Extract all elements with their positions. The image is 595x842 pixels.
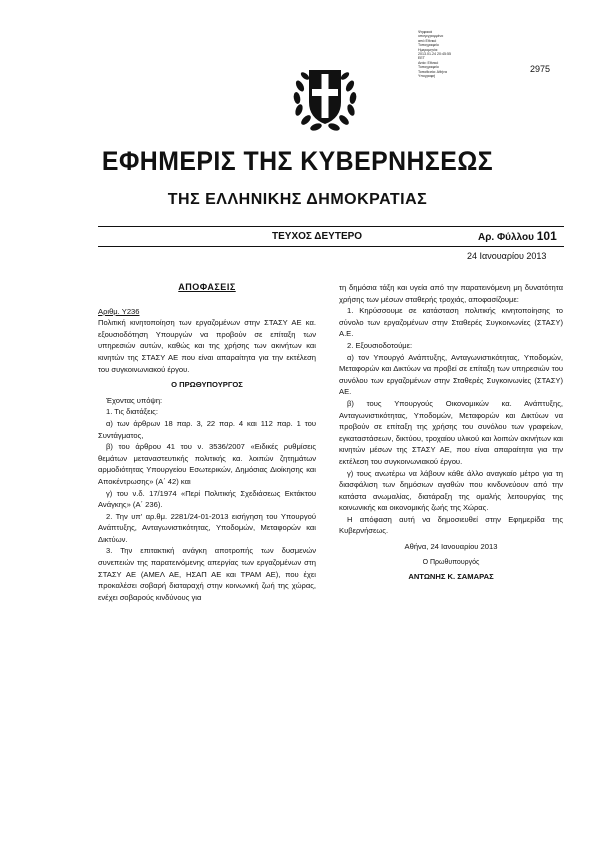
signature-line: Τυπογραφείο [418, 65, 439, 70]
signature-line: Ψηφιακά [418, 30, 433, 34]
signature-line: EET [418, 56, 425, 61]
signer-name: ΑΝΤΩΝΗΣ Κ. ΣΑΜΑΡΑΣ [408, 572, 494, 582]
paragraph: γ) του ν.δ. 17/1974 «Περί Πολιτικής Σχεδιάσεως Εκτάκτου Ανάγκης» (Α΄ 236). [98, 488, 316, 510]
signature-line: Αιτία: Εθνικό [418, 60, 439, 65]
signature-line: Ημερομηνία: [418, 47, 439, 52]
paragraph: 2. Την υπ' αρ.θμ. 2281/24-01-2013 εισήγηση του Υπουργού Ανάπτυξης, Ανταγωνιστικότητας, Υποδομών, Μεταφορών και Δικτύων. [98, 511, 316, 544]
paragraph: 1. Κηρύσσουμε σε κατάσταση πολιτικής κινητοποίησης το σύνολο των εργαζομένων στην Σταθερές Συγκοινωνίες (ΣΤΑΣΥ) Α.Ε. [339, 306, 563, 339]
digital-signature-block [418, 30, 478, 78]
left-column [98, 282, 316, 603]
greek-coat-of-arms-icon [290, 58, 360, 134]
signature-line: από Εθνικό [418, 38, 437, 43]
signature-line: Τυπογραφείο [418, 43, 439, 48]
paragraph: 3. Την επιτακτική ανάγκη αποτροπής των δυσμενών συνεπειών της παρατεινόμενης απεργίας των εργαζομένων στη ΣΤΑΣΥ ΑΕ (ΑΜΕΛ ΑΕ, ΗΣΑΠ ΑΕ και ΤΡΑΜ ΑΕ), που έχει προκαλέσει σοβαρή διαταραχή στην κοινωνική ζωή της χώρας, ενέχει σοβαρούς κινδύνους για [98, 546, 316, 602]
signature-line: 2013.01.24 20:45:55 [418, 52, 451, 57]
issuing-authority: Ο ΠΡΩΘΥΠΟΥΡΓΟΣ [171, 380, 243, 390]
sheet-number-value: 101 [536, 229, 557, 243]
signature-line: Τοποθεσία: Αθήνα [418, 69, 447, 74]
decision-number: Αριθμ. Υ236 [98, 306, 140, 316]
paragraph: 2. Εξουσιοδοτούμε: [347, 340, 413, 350]
right-column [339, 282, 563, 583]
paragraph: 1. Τις διατάξεις: [106, 407, 158, 417]
paragraph: Η απόφαση αυτή να δημοσιευθεί στην Εφημερίδα της Κυβερνήσεως. [339, 514, 563, 536]
header-bottom-rule [98, 246, 564, 247]
header-top-rule [98, 226, 564, 227]
paragraph: β) του άρθρου 41 του ν. 3536/2007 «Ειδικές ρυθμίσεις θεμάτων μεταναστευτικής πολιτικής κα. λοιπών ζητημάτων αρμοδιότητας Υπουργείου Εσωτερικών, Δημόσιας Διοίκησης και Αποκέντρωσης» (Α΄ 42) και [98, 442, 316, 486]
paragraph: α) των άρθρων 18 παρ. 3, 22 παρ. 4 και 112 παρ. 1 του Συντάγματος, [98, 418, 316, 440]
place-date: Αθήνα, 24 Ιανουαρίου 2013 [404, 542, 498, 552]
decisions-heading: ΑΠΟΦΑΣΕΙΣ [178, 282, 236, 292]
paragraph: Έχοντας υπόψη: [106, 395, 163, 405]
sheet-label: Αρ. Φύλλου [478, 232, 534, 243]
issue-date: 24 Ιανουαρίου 2013 [467, 251, 547, 261]
gazette-subtitle: ΤΗΣ ΕΛΛΗΝΙΚΗΣ ΔΗΜΟΚΡΑΤΙΑΣ [167, 191, 428, 208]
decision-title: Πολιτική κινητοποίηση των εργαζομένων στην ΣΤΑΣΥ ΑΕ κα. εξουσιοδότηση Υπουργών να προβούν σε επίταξη των υπηρεσιών αυτών, καθώς και της χρήσης των ακινήτων και κινητών της ΣΤΑΣΥ ΑΕ που είναι απαραίτητα για την εκτέλεση του συγκοινωνιακού έργου. [98, 318, 316, 374]
paragraph: τη δημόσια τάξη και υγεία από την παρατεινόμενη μη δυνατότητα χρήσης των μέσων σταθερής τροχιάς, αποφασίζουμε: [339, 283, 563, 304]
signer-role: Ο Πρωθυπουργός [422, 558, 480, 566]
gazette-title: ΕΦΗΜΕΡΙΣ ΤΗΣ ΚΥΒΕΡΝΗΣΕΩΣ [101, 146, 494, 176]
sheet-number [478, 229, 557, 243]
page-number: 2975 [530, 64, 551, 74]
paragraph: β) τους Υπουργούς Οικονομικών κα. Ανάπτυξης, Ανταγωνιστικότητας, Υποδομών, Μεταφορών και Δικτύων να προβούν σε επίταξη της χρήσης του συνόλου των γραφείων, εγκαταστάσεων, δικτύου, τροχαίου υλικού και λοιπών ακινήτων και κινητών μέσων της ΣΤΑΣΥ ΑΕ, που είναι απαραίτητα για την εκτέλεση του συγκοινωνιακού έργου. [339, 398, 563, 466]
paragraph: α) τον Υπουργό Ανάπτυξης, Ανταγωνιστικότητας, Υποδομών, Μεταφορών και Δικτύων να προβεί σε επίταξη των υπηρεσιών του συνόλου των εργαζομένων στην Σταθερές Συγκοινωνίες (ΣΤΑΣΥ) ΑΕ. [339, 352, 563, 397]
signature-line: υπογεγραμμένο [418, 34, 444, 39]
signature-line: Υπογραφή [418, 74, 436, 79]
paragraph: γ) τους ανωτέρω να λάβουν κάθε άλλο αναγκαίο μέτρο για τη διασφάλιση των δημόσιων αγαθών που κινδυνεύουν από την κατάστα ανωμαλίας, διατάραξη της ομαλής λειτουργίας της κοινωνικής και οικονομικής ζωής της Χώρας. [339, 468, 563, 513]
issue-label: ΤΕΥΧΟΣ ΔΕΥΤΕΡΟ [272, 231, 363, 242]
